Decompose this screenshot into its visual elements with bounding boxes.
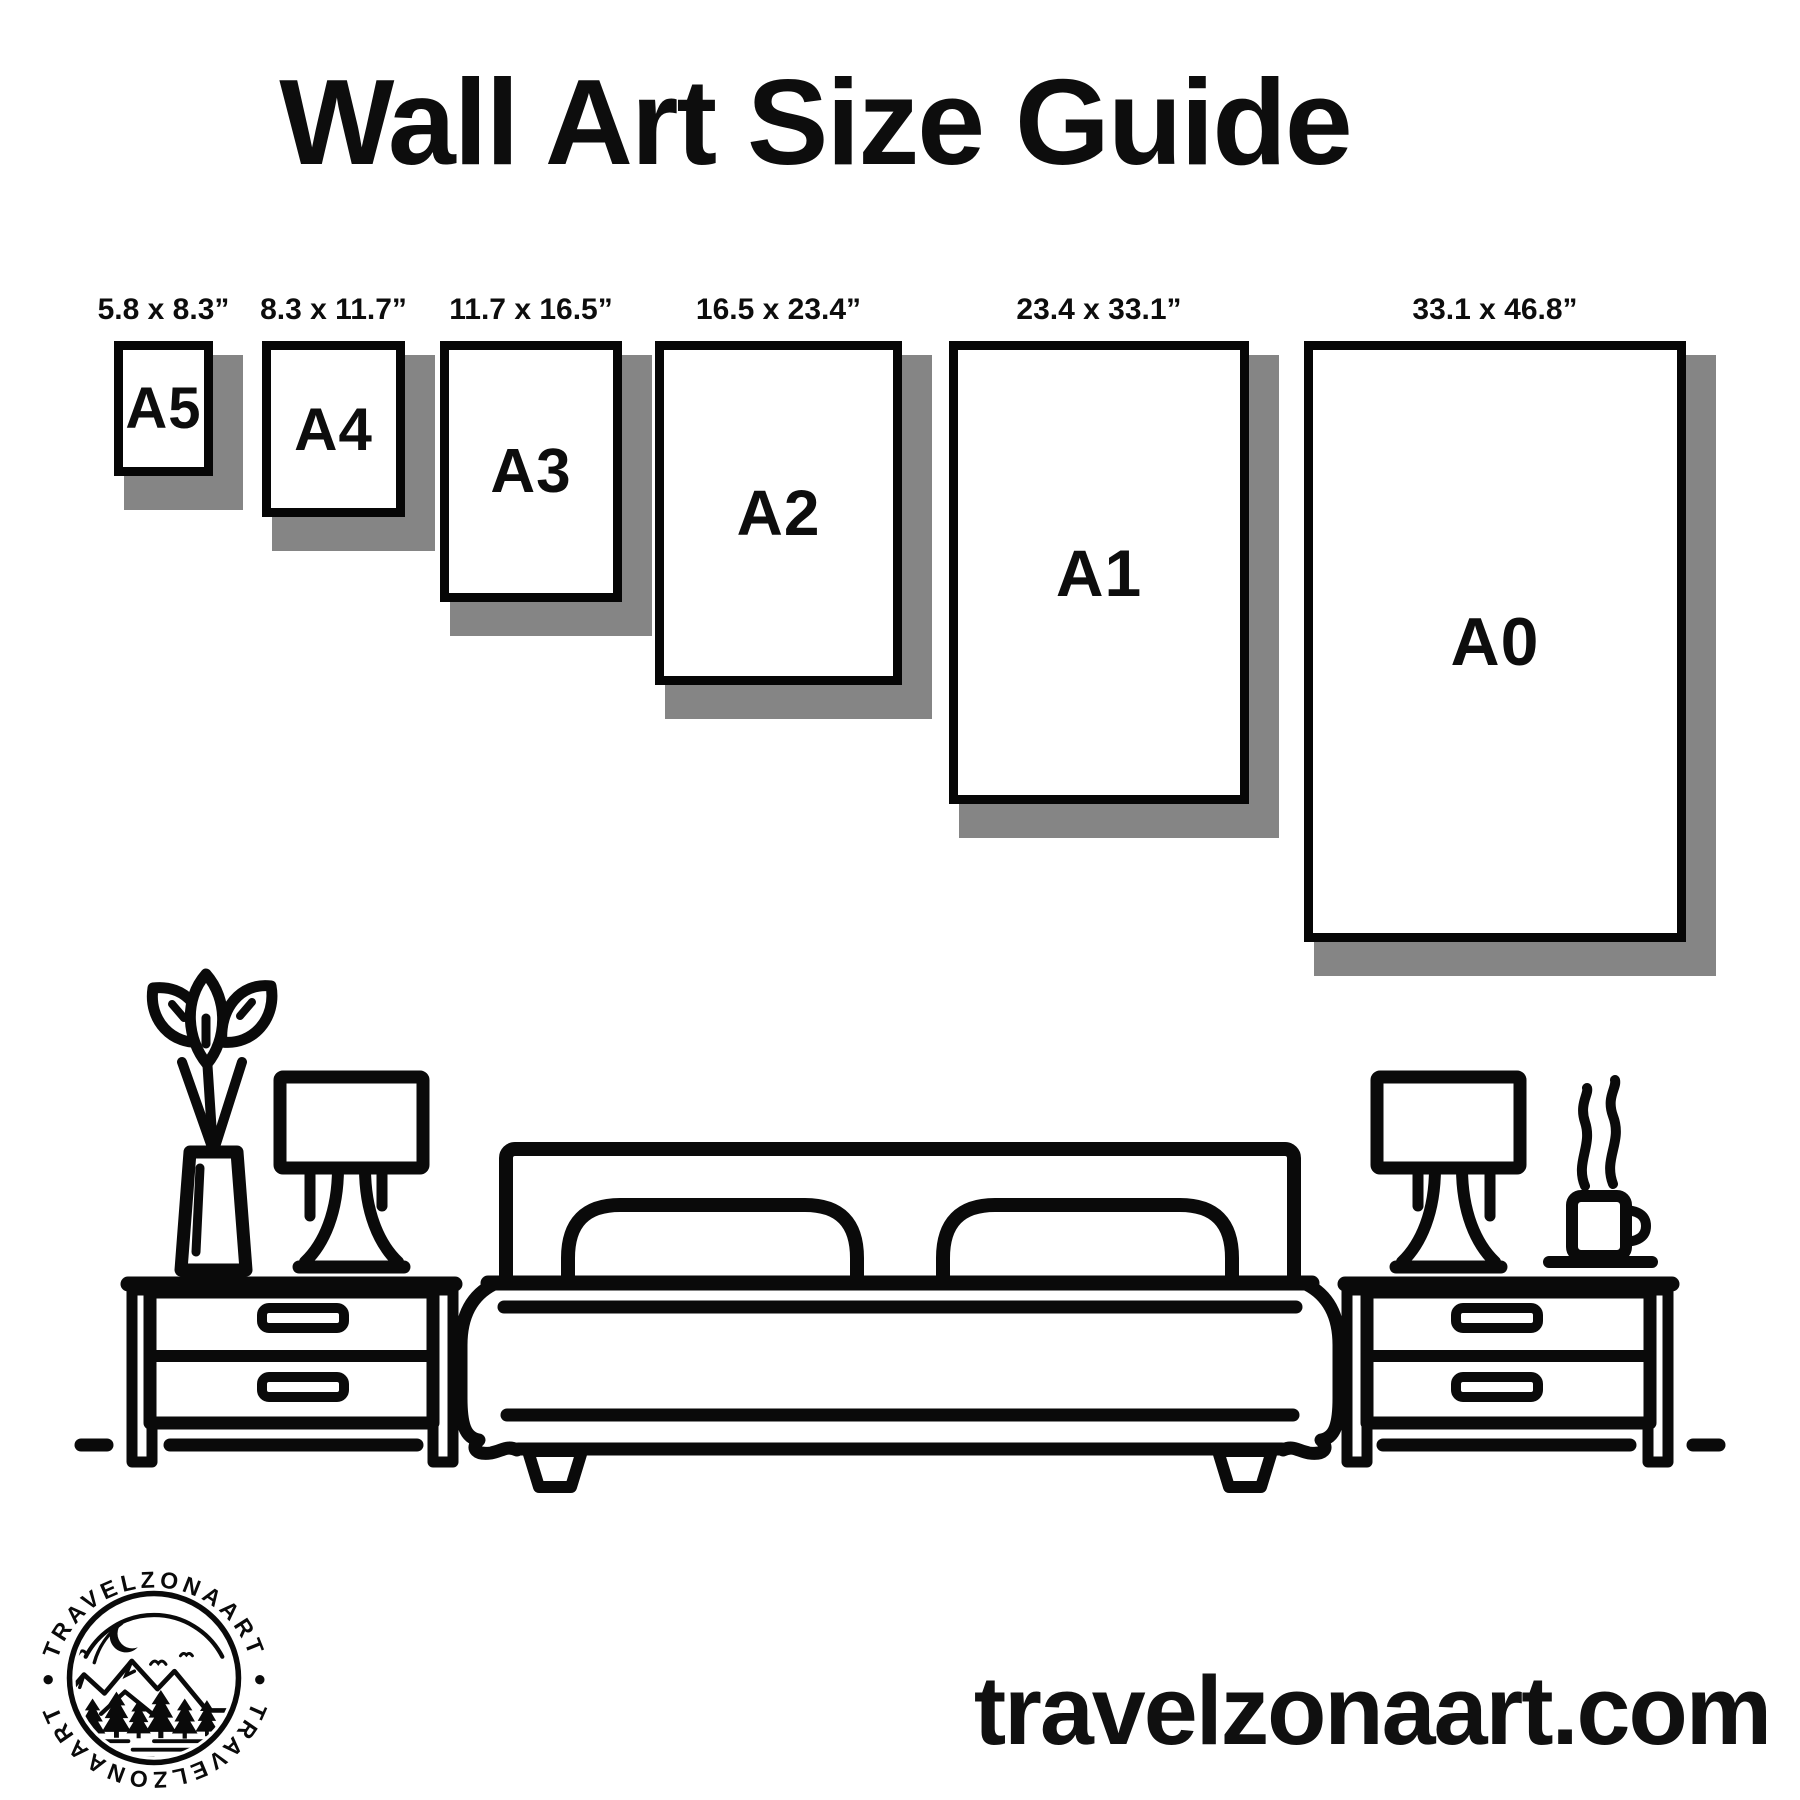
paper-frame	[262, 341, 405, 517]
paper-frame	[1304, 341, 1686, 942]
size-dimensions: 8.3 x 11.7”	[260, 293, 407, 326]
table-lamp-icon	[280, 1077, 423, 1267]
nightstand-icon	[1345, 1284, 1719, 1462]
size-dimensions: 23.4 x 33.1”	[1016, 293, 1182, 326]
separator-dot	[255, 1675, 264, 1684]
brand-logo	[26, 1550, 282, 1800]
size-frame	[260, 293, 407, 517]
size-label: A0	[1450, 603, 1540, 680]
brand-name-bottom: TRAVELZONAART	[35, 1699, 273, 1794]
separator-dot	[43, 1675, 52, 1684]
size-label: A5	[125, 376, 202, 441]
paper-frame	[655, 341, 902, 685]
coffee-cup-icon	[1549, 1080, 1652, 1262]
size-dimensions: 33.1 x 46.8”	[1412, 293, 1578, 326]
size-label: A3	[490, 437, 572, 506]
nightstand-icon	[81, 1284, 455, 1462]
size-label: A2	[736, 477, 821, 549]
size-frame	[440, 293, 622, 602]
size-frame	[655, 293, 902, 685]
size-dimensions: 16.5 x 23.4”	[695, 293, 862, 326]
size-frame	[97, 293, 230, 476]
website-url: travelzonaart.com	[973, 1656, 1770, 1765]
paper-frame	[114, 341, 213, 476]
page-title: Wall Art Size Guide	[279, 54, 1351, 190]
plant-icon	[152, 974, 272, 1270]
size-label: A4	[294, 395, 373, 463]
steam-icon	[1582, 1080, 1616, 1186]
brand-name-top: TRAVELZONAART	[37, 1566, 271, 1662]
paper-frame	[440, 341, 622, 602]
paper-frame	[949, 341, 1249, 804]
badge-ring	[70, 1594, 239, 1763]
bedroom-scene	[0, 900, 1800, 1500]
size-frame	[949, 293, 1249, 804]
size-dimensions: 11.7 x 16.5”	[449, 293, 613, 326]
table-lamp-icon	[1377, 1077, 1520, 1267]
size-label: A1	[1055, 535, 1143, 610]
size-dimensions: 5.8 x 8.3”	[97, 293, 230, 326]
bed-icon	[461, 1149, 1339, 1487]
size-frame	[1304, 293, 1686, 942]
